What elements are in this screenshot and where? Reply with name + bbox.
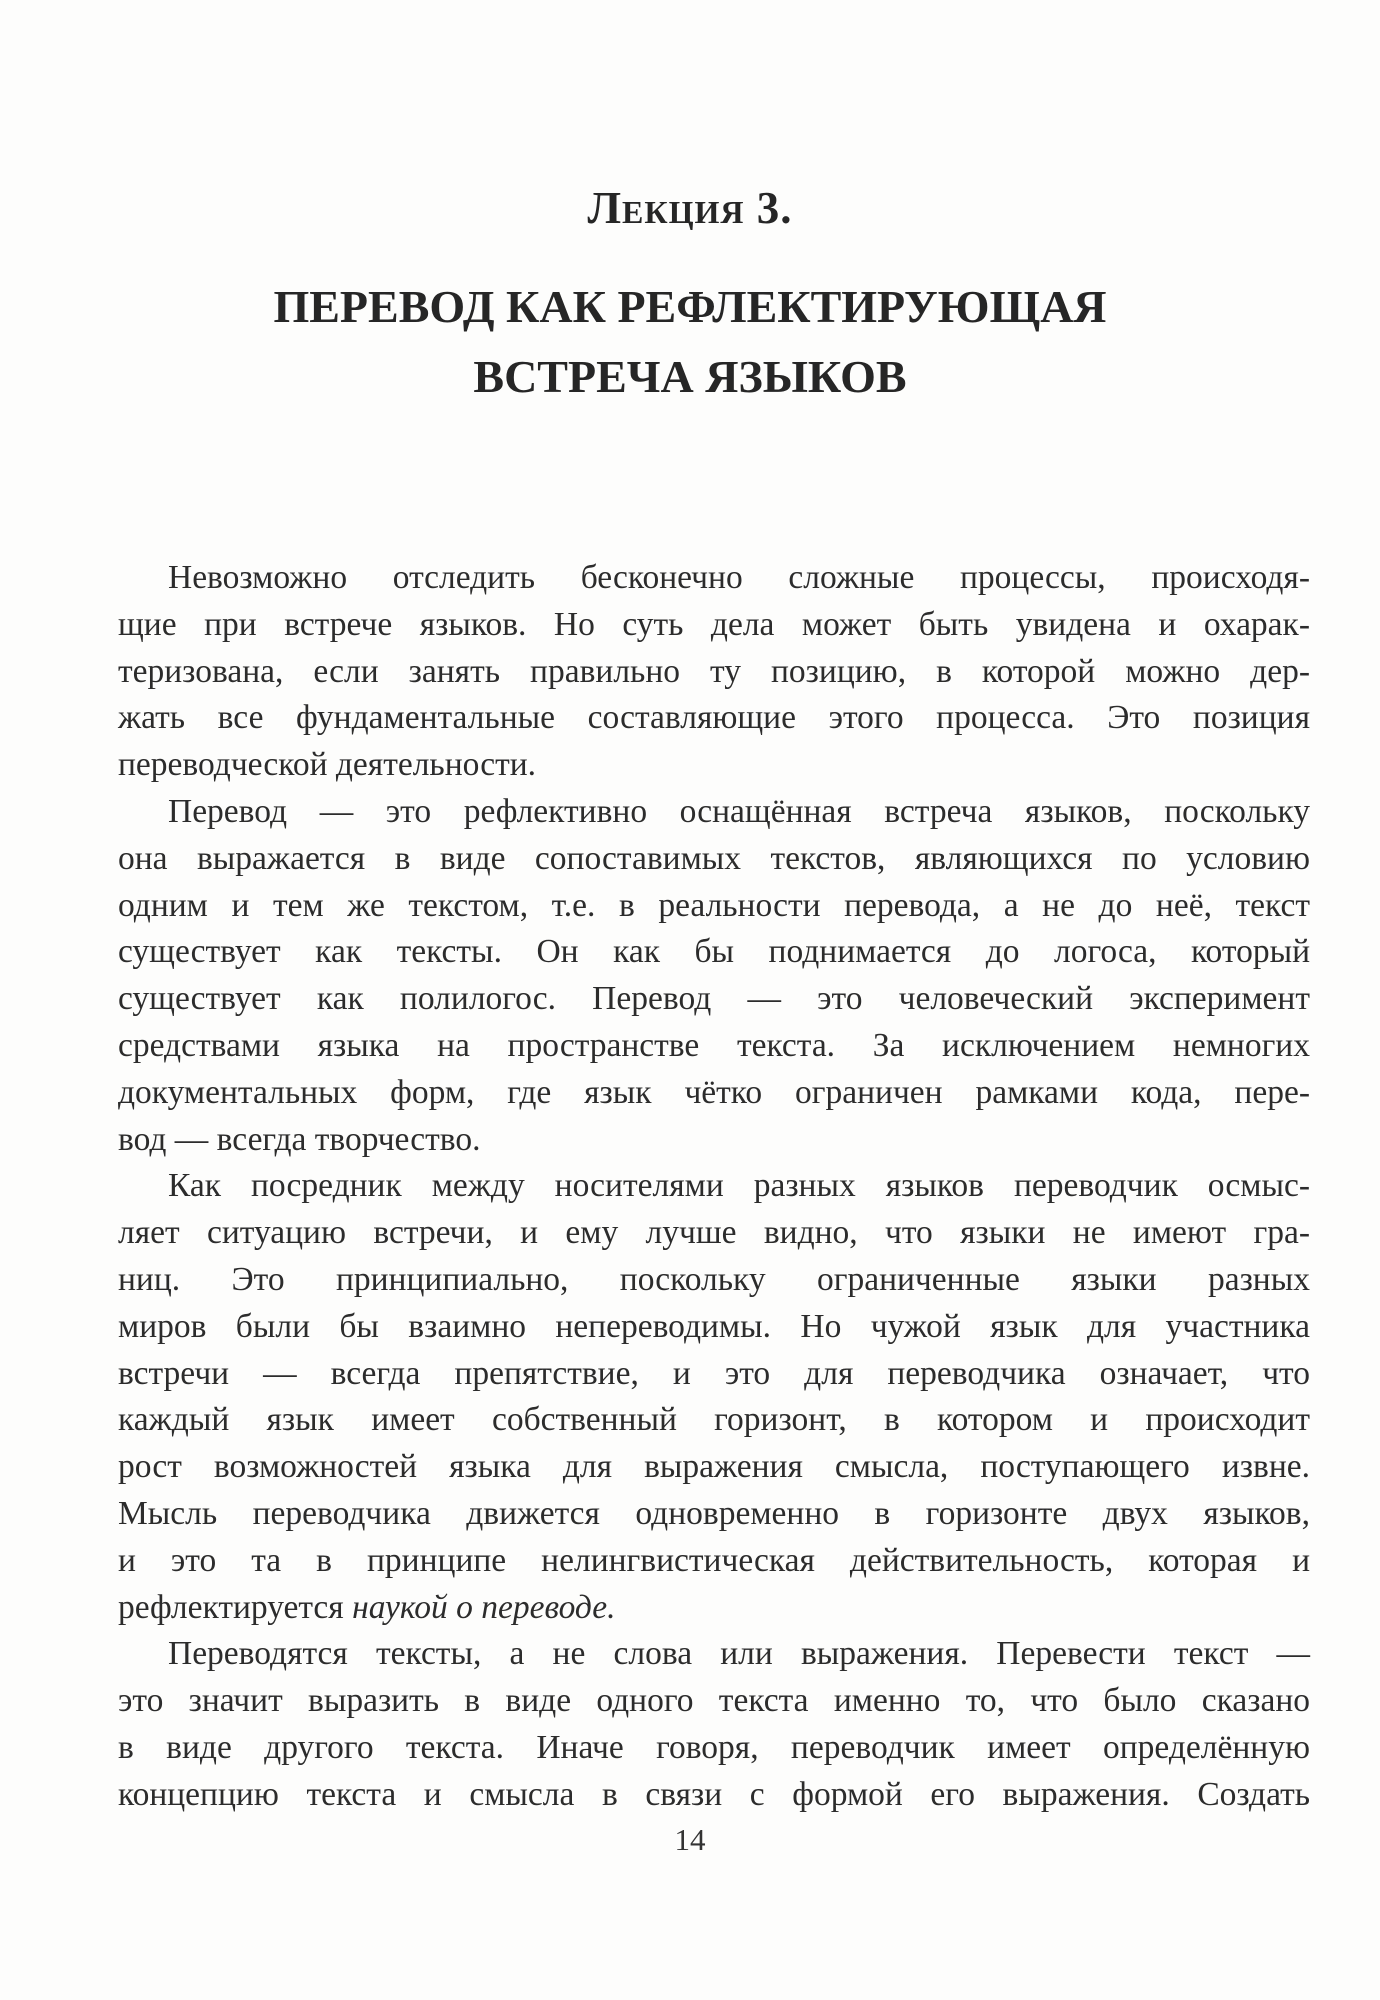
- text-line: каждый язык имеет собственный горизонт, в котором и происходит: [118, 1401, 1310, 1439]
- text-line: ниц. Это принципиально, поскольку ограниченные языки разных: [118, 1260, 1310, 1298]
- text-line: в виде другого текста. Иначе говоря, переводчик имеет определённую: [118, 1728, 1310, 1766]
- text-line: она выражается в виде сопоставимых текстов, являющихся по условию: [118, 839, 1310, 877]
- chapter-title: [0, 272, 1380, 412]
- text-line: Как посредник между носителями разных языков переводчик осмыс-: [168, 1167, 1310, 1205]
- paragraph-1: [118, 555, 1310, 789]
- text-line: концепцию текста и смысла в связи с формой его выражения. Создать: [118, 1775, 1310, 1813]
- text-line: существует как тексты. Он как бы поднимается до логоса, который: [118, 933, 1310, 971]
- text-line: Перевод — это рефлективно оснащённая встреча языков, поскольку: [168, 792, 1310, 830]
- text-line: существует как полилогос. Перевод — это человеческий эксперимент: [118, 980, 1310, 1018]
- text-line: рост возможностей языка для выражения смысла, поступающего извне.: [118, 1448, 1310, 1486]
- lecture-label: Лекция 3.: [587, 183, 793, 233]
- text-line: и это та в принципе нелингвистическая действительность, которая и: [118, 1541, 1310, 1579]
- text-line: Невозможно отследить бесконечно сложные процессы, происходя-: [168, 559, 1310, 596]
- text-line: Переводятся тексты, а не слова или выражения. Перевести текст —: [168, 1635, 1310, 1673]
- body-text: [118, 555, 1310, 1819]
- text-line: это значит выразить в виде одного текста именно то, что было сказано: [118, 1682, 1310, 1720]
- text-line: переводческой деятельности.: [118, 746, 537, 784]
- text-line: вод — всегда творчество.: [118, 1120, 481, 1158]
- text-line: теризована, если занять правильно ту позицию, в которой можно дер-: [118, 652, 1310, 690]
- text-line: жать все фундаментальные составляющие этого процесса. Это позиция: [118, 699, 1310, 737]
- chapter-title-line-2: ВСТРЕЧА ЯЗЫКОВ: [473, 351, 907, 402]
- text-line-prefix: рефлектируется: [118, 1588, 353, 1626]
- text-line: ляет ситуацию встречи, и ему лучше видно, что языки не имеют гра-: [118, 1214, 1310, 1252]
- text-line: Мысль переводчика движется одновременно в горизонте двух языков,: [118, 1494, 1310, 1532]
- text-line: одним и тем же текстом, т.е. в реальности перевода, а не до неё, текст: [118, 886, 1310, 924]
- text-line: [118, 1585, 1310, 1632]
- page-number: 14: [674, 1822, 706, 1857]
- text-line: миров были бы взаимно непереводимы. Но чужой язык для участника: [118, 1307, 1310, 1345]
- text-line: встречи — всегда препятствие, и это для переводчика означает, что: [118, 1354, 1310, 1392]
- italic-term: наукой о переводе.: [352, 1588, 616, 1626]
- chapter-title-line-1: ПЕРЕВОД КАК РЕФЛЕКТИРУЮЩАЯ: [273, 281, 1107, 332]
- paragraph-3: [118, 1163, 1310, 1631]
- paragraph-2: [118, 789, 1310, 1163]
- paragraph-4: [118, 1631, 1310, 1818]
- text-line: документальных форм, где язык чётко ограничен рамками кода, пере-: [118, 1073, 1310, 1111]
- text-line: средствами языка на пространстве текста. За исключением немногих: [118, 1026, 1310, 1064]
- text-line: щие при встрече языков. Но суть дела может быть увидена и охарак-: [118, 605, 1310, 643]
